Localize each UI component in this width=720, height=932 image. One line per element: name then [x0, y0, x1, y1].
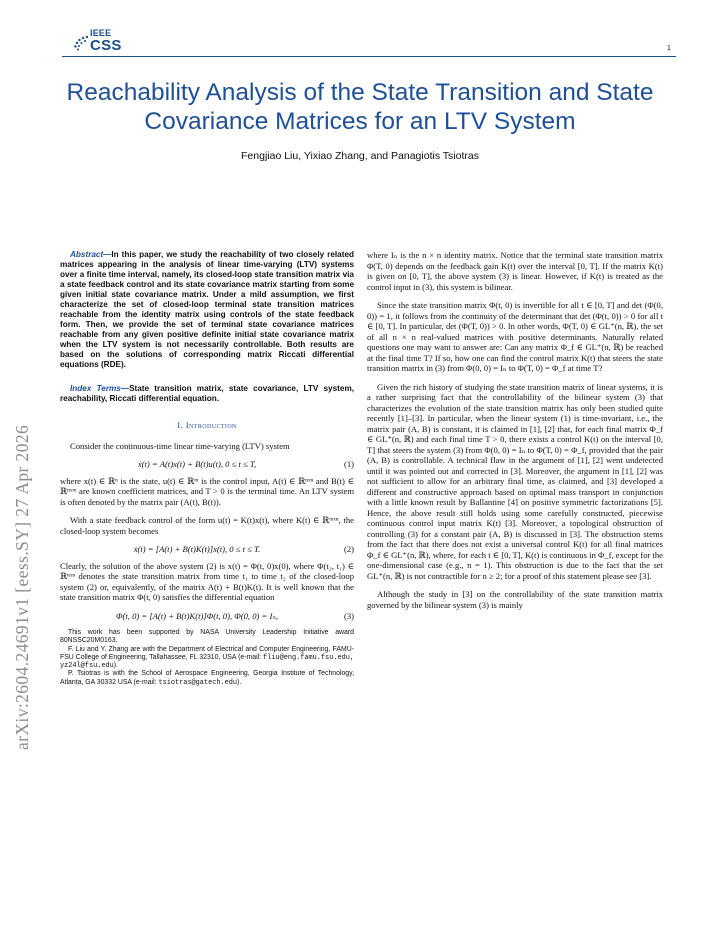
equation-1-number: (1) [343, 459, 354, 469]
left-column [60, 250, 354, 687]
footnote-affiliation-1-end: ). [113, 662, 118, 670]
equation-1 [60, 459, 354, 470]
section-heading-introduction: I. Introduction [177, 420, 237, 430]
page-number: 1 [667, 45, 671, 52]
abstract-text: In this paper, we study the reachability of two closely related matrices appearing in the analysis of linear time-varying (LTV) systems over a finite time interval, namely, its closed-loop state transition matrix via a state feedback control and its state covariance matrix starting from some given initial state covariance matrix. Under a mild assumption, we first characterize the set of closed-loop terminal state transition matrices reachable from the identity matrix using controls of the state feedback form. Then, we provide the set of terminal state covariance matrices reachable from any given positive definite initial state covariance matrix when the LTV system is not necessarily controllable. Both results are based on the solutions of corresponding matrix Riccati differential equations (RDE). [60, 250, 354, 369]
intro-paragraph-2: where x(t) ∈ ℝⁿ is the state, u(t) ∈ ℝᵐ is the control input, A(t) ∈ ℝⁿˣⁿ and B(t) ∈ ℝⁿˣᵐ are known coefficient matrices, and T > 0 is the terminal time. An LTV system is often denoted by the matrix pair (A(t), B(t)). [60, 475, 354, 507]
logo-arc-icon [72, 34, 90, 52]
footnote-email-1[interactable]: fliu@eng.famu.fsu.edu, yz24l@fsu.edu [60, 653, 355, 671]
equation-2-number: (2) [343, 544, 354, 554]
right-paragraph-4: Although the study in [3] on the controllability of the state transition matrix governed by the bilinear system (3) is mainly [367, 589, 663, 610]
index-terms-text: State transition matrix, state covariance, LTV system, reachability, Riccati differential equation. [60, 384, 355, 403]
right-column [367, 250, 663, 618]
equation-2-body: ẋ(t) = [A(t) + B(t)K(t)]x(t), 0 ≤ t ≤ T. [133, 544, 261, 554]
header-rule [62, 56, 676, 57]
intro-paragraph-1: Consider the continuous-time linear time-varying (LTV) system [70, 440, 290, 451]
intro-paragraph-4: Clearly, the solution of the above system (2) is x(t) = Φ(t, 0)x(0), where Φ(t₂, t₁) ∈ ℝⁿˣⁿ denotes the state transition matrix from time t₁ to time t₂ of the closed-loop system (2) or, equivalently, of the matrix A(t) + B(t)K(t). It is well known that the state transition matrix Φ(t, 0) satisfies the differential equation [60, 560, 354, 602]
footnote-affiliation-2-text: P. Tsiotras is with the School of Aerospace Engineering, Georgia Institute of Technology, Atlanta, GA 30332 USA (e-mail: [60, 670, 354, 686]
paper-authors: Fengjiao Liu, Yixiao Zhang, and Panagiotis Tsiotras [241, 150, 479, 162]
intro-paragraph-3: With a state feedback control of the form u(t) = K(t)x(t), where K(t) ∈ ℝᵐˣⁿ, the closed-loop system becomes [60, 515, 354, 536]
index-terms-lead: Index Terms— [70, 384, 130, 393]
footnote-affiliation-1 [60, 646, 354, 671]
arxiv-stamp [2, 424, 32, 750]
right-paragraph-2: Since the state transition matrix Φ(t, 0) is invertible for all t ∈ [0, T] and det (Φ(0, 0)) = 1, it follows from the continuity of the determinant that det (Φ(t, 0)) > 0 for all t ∈ [0, T]. In particular, det (Φ(T, 0)) > 0. In other words, Φ(T, 0) ∈ GL⁺(n, ℝ), the set of all n × n real-valued matrices with positive determinants. Naturally related questions one may want to answer are: Can any matrix Φ_f ∈ GL⁺(n, ℝ) be reached at the final time T? If so, how one can find the control matrix K(t) that steers the state transition matrix in (3) from Φ(0, 0) = Iₙ to Φ(T, 0) = Φ_f at time T? [367, 300, 663, 373]
footnotes [60, 629, 354, 687]
abstract-lead: Abstract— [70, 250, 112, 259]
footnote-affiliation-2 [60, 670, 354, 687]
logo-css-text: CSS [90, 37, 122, 54]
equation-2 [60, 544, 354, 555]
abstract [60, 250, 354, 370]
index-terms [60, 384, 354, 404]
footnote-email-2[interactable]: tsiotras@gatech.edu [158, 678, 238, 687]
right-paragraph-3: Given the rich history of studying the state transition matrix of linear systems, it is a rather surprising fact that the controllability of the bilinear system (3) that characterizes the evolution of the state transition matrix has only been studied quite recently [1]–[3]. In particular, when the linear system (1) is time-invariant, i.e., the matrix pair (A, B) is constant, it is claimed in [1], [2] that, for each final matrix Φ_f ∈ GL⁺(n, ℝ) and each final time T > 0, there exists a control K(t) on the interval [0, T] that steers the system (3) from Φ(0, 0) = Iₙ to Φ(T, 0) = Φ_f, provided that the pair (A, B) is controllable. A technical flaw in the argument of [1], [2] went undetected until it was pointed out and corrected in [3]. Moreover, the argument in [1], [2] was not sufficient to allow for an arbitrary final time, as claimed, and [3] developed a different and constructive approach based on optimal mass transport in conjunction with a little known result by Ballantine [4] on positive symmetric factorizations [5]. Hence, the above result still holds using some carefully constructed, piecewise continuous control input matrix K(t) [3]. Moreover, a topological obstruction of controlling (3) for a constant pair (A, B) is discussed in [3]. The obstruction stems from the fact that there does not exist a universal control K(t) for all final matrices Φ_f ∈ GL⁺(n, ℝ), where, for each t ∈ [0, T], K(t) is continuous in Φ_f, except for the one-dimensional case (e.g., n = 1). This obstruction is due to the fact that the set GL⁺(n, ℝ) is not contractible for n ≥ 2; for a proof of this statement please see [3]. [367, 381, 663, 581]
footnote-affiliation-1-text: F. Liu and Y. Zhang are with the Department of Electrical and Computer Engineering, FAMU-FSU College of Engineering, Tallahassee, FL 32310, USA (e-mail: [60, 645, 354, 661]
equation-3 [60, 611, 354, 622]
logo-ieee-text: IEEE [90, 28, 112, 38]
equation-3-number: (3) [343, 610, 354, 621]
equation-1-body: ẋ(t) = A(t)x(t) + B(t)u(t), 0 ≤ t ≤ T, [137, 459, 257, 469]
arxiv-stamp-text: arXiv:2604.24691v1 [eess.SY] 27 Apr 2026 [12, 424, 32, 750]
footnote-affiliation-2-end: ). [237, 678, 242, 686]
ieee-css-logo [72, 28, 142, 56]
footnote-funding: This work has been supported by NASA University Leadership Initiative award 80NSSC20M0163. [60, 629, 354, 645]
right-paragraph-1: where Iₙ is the n × n identity matrix. Notice that the terminal state transition matrix Φ(T, 0) depends on the feedback gain K(t) over the interval [0, T]. If the matrix K(t) is given on [0, T], the above system (3) is linear. However, if K(t) is treated as the control input in (3), this system is bilinear. [367, 250, 663, 292]
paper-title: Reachability Analysis of the State Transition and State Covariance Matrices for an LTV System [66, 79, 654, 135]
equation-3-body: Φ̇(t, 0) = [A(t) + B(t)K(t)]Φ(t, 0), Φ(0, 0) = Iₙ, [116, 610, 278, 621]
